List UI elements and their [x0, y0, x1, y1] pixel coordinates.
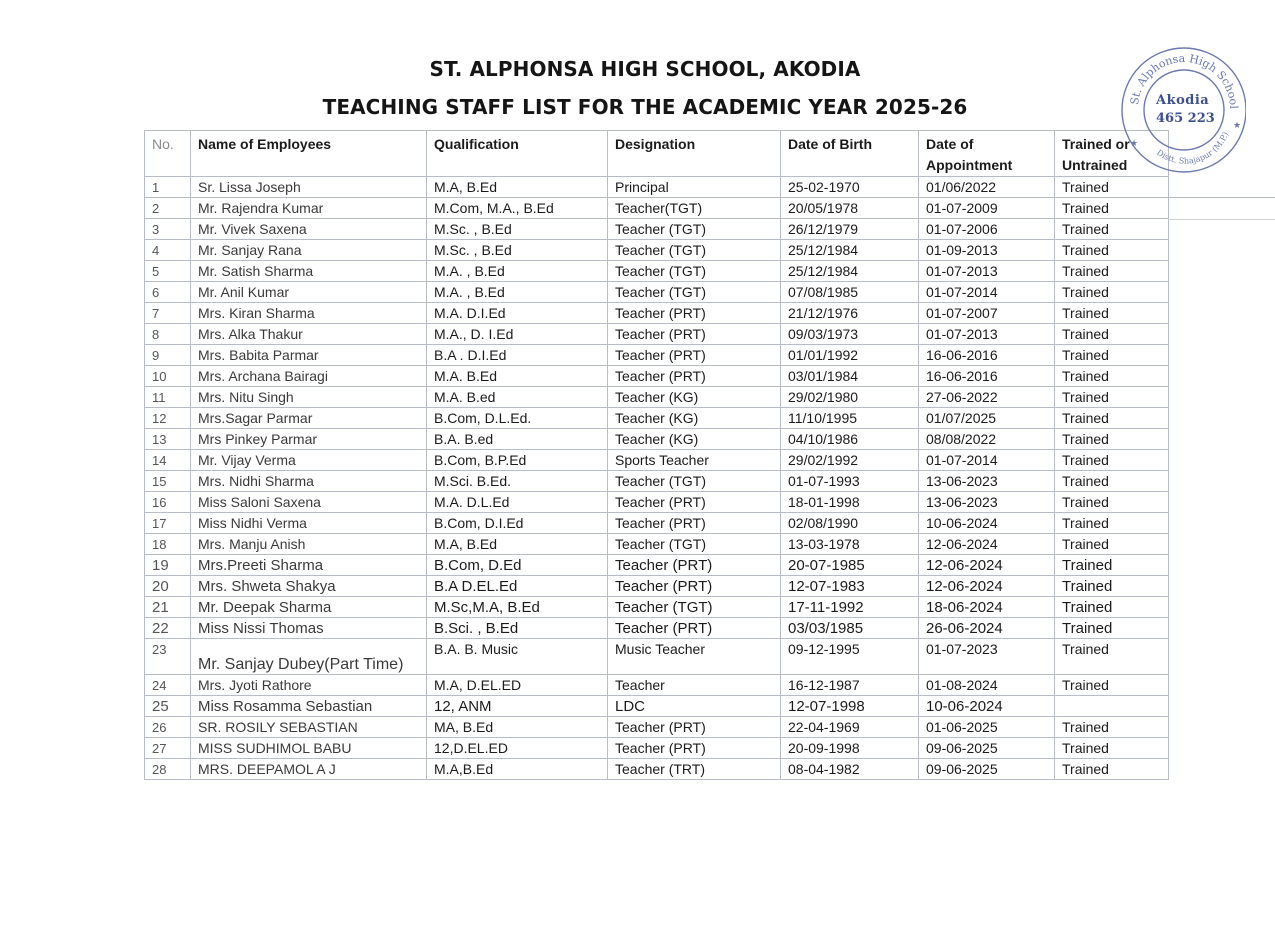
table-row [145, 387, 1169, 408]
cell-qualification: B.A. B. Music [427, 639, 608, 675]
cell-designation: Teacher (TGT) [608, 261, 781, 282]
cell-name: Mr. Satish Sharma [191, 261, 427, 282]
cell-doa: 01-07-2009 [919, 198, 1055, 219]
cell-qualification: M.Sc,M.A, B.Ed [427, 597, 608, 618]
cell-doa: 12-06-2024 [919, 534, 1055, 555]
cell-dob: 29/02/1992 [781, 450, 919, 471]
cell-status: Trained [1055, 261, 1169, 282]
cell-status: Trained [1055, 513, 1169, 534]
cell-status: Trained [1055, 618, 1169, 639]
cell-designation: Teacher (PRT) [608, 303, 781, 324]
cell-name: Mrs. Babita Parmar [191, 345, 427, 366]
cell-status: Trained [1055, 303, 1169, 324]
cell-qualification: M.A, D.EL.ED [427, 675, 608, 696]
cell-dob: 21/12/1976 [781, 303, 919, 324]
cell-doa: 12-06-2024 [919, 555, 1055, 576]
cell-name: Mrs.Preeti Sharma [191, 555, 427, 576]
cell-dob: 04/10/1986 [781, 429, 919, 450]
table-row [145, 408, 1169, 429]
cell-qualification: 12, ANM [427, 696, 608, 717]
cell-name: Miss Saloni Saxena [191, 492, 427, 513]
stray-rule-line [1168, 197, 1275, 198]
cell-dob: 02/08/1990 [781, 513, 919, 534]
cell-qualification: M.A, B.Ed [427, 534, 608, 555]
cell-designation: Teacher (PRT) [608, 345, 781, 366]
cell-designation: Teacher (PRT) [608, 492, 781, 513]
school-seal [1118, 38, 1246, 178]
cell-no: 20 [145, 576, 191, 597]
cell-name: Mr. Sanjay Dubey(Part Time) [191, 639, 427, 675]
table-row [145, 534, 1169, 555]
school-name: ST. ALPHONSA HIGH SCHOOL, AKODIA [429, 57, 861, 81]
cell-qualification: M.A., D. I.Ed [427, 324, 608, 345]
col-header-dob: Date of Birth [781, 131, 919, 177]
cell-designation: Teacher (KG) [608, 387, 781, 408]
cell-dob: 07/08/1985 [781, 282, 919, 303]
cell-qualification: B.Com, B.P.Ed [427, 450, 608, 471]
cell-qualification: B.A D.EL.Ed [427, 576, 608, 597]
cell-dob: 20-09-1998 [781, 738, 919, 759]
cell-name: Mrs. Alka Thakur [191, 324, 427, 345]
cell-dob: 09/03/1973 [781, 324, 919, 345]
cell-qualification: M.Sc. , B.Ed [427, 219, 608, 240]
table-row [145, 759, 1169, 780]
cell-qualification: MA, B.Ed [427, 717, 608, 738]
cell-no: 10 [145, 366, 191, 387]
cell-designation: Teacher (TGT) [608, 240, 781, 261]
cell-designation: Teacher (TGT) [608, 282, 781, 303]
cell-designation: Teacher (PRT) [608, 555, 781, 576]
cell-dob: 25-02-1970 [781, 177, 919, 198]
table-row [145, 675, 1169, 696]
cell-designation: Teacher (TGT) [608, 597, 781, 618]
cell-doa: 10-06-2024 [919, 513, 1055, 534]
cell-no: 28 [145, 759, 191, 780]
cell-dob: 12-07-1998 [781, 696, 919, 717]
cell-no: 1 [145, 177, 191, 198]
cell-dob: 20-07-1985 [781, 555, 919, 576]
cell-designation: Sports Teacher [608, 450, 781, 471]
cell-no: 6 [145, 282, 191, 303]
cell-qualification: M.A. , B.Ed [427, 282, 608, 303]
table-row [145, 738, 1169, 759]
cell-dob: 25/12/1984 [781, 240, 919, 261]
cell-dob: 08-04-1982 [781, 759, 919, 780]
cell-qualification: M.A, B.Ed [427, 177, 608, 198]
table-header-row [145, 131, 1169, 177]
cell-no: 5 [145, 261, 191, 282]
cell-designation: Teacher (KG) [608, 429, 781, 450]
cell-designation: Teacher (PRT) [608, 513, 781, 534]
cell-designation: Teacher (TGT) [608, 534, 781, 555]
cell-doa: 09-06-2025 [919, 759, 1055, 780]
cell-qualification: M.Com, M.A., B.Ed [427, 198, 608, 219]
cell-doa: 13-06-2023 [919, 471, 1055, 492]
cell-name: Sr. Lissa Joseph [191, 177, 427, 198]
cell-status: Trained [1055, 597, 1169, 618]
cell-status: Trained [1055, 492, 1169, 513]
cell-status: Trained [1055, 759, 1169, 780]
cell-no: 14 [145, 450, 191, 471]
cell-qualification: B.Com, D.I.Ed [427, 513, 608, 534]
cell-name: Mrs. Kiran Sharma [191, 303, 427, 324]
cell-status: Trained [1055, 450, 1169, 471]
table-row [145, 555, 1169, 576]
cell-name: Mr. Vijay Verma [191, 450, 427, 471]
cell-name: Mr. Sanjay Rana [191, 240, 427, 261]
cell-doa: 01-09-2013 [919, 240, 1055, 261]
cell-dob: 01/01/1992 [781, 345, 919, 366]
cell-dob: 03/03/1985 [781, 618, 919, 639]
cell-no: 25 [145, 696, 191, 717]
cell-name: MRS. DEEPAMOL A J [191, 759, 427, 780]
cell-doa: 13-06-2023 [919, 492, 1055, 513]
table-row [145, 219, 1169, 240]
cell-name: Miss Rosamma Sebastian [191, 696, 427, 717]
cell-name: Mr. Deepak Sharma [191, 597, 427, 618]
cell-name: Mrs. Jyoti Rathore [191, 675, 427, 696]
cell-doa: 18-06-2024 [919, 597, 1055, 618]
col-header-name: Name of Employees [191, 131, 427, 177]
cell-dob: 20/05/1978 [781, 198, 919, 219]
seal-star-icon: ★ [1233, 120, 1242, 130]
seal-pin: 465 223 [1156, 111, 1215, 126]
table-row [145, 717, 1169, 738]
cell-status [1055, 696, 1169, 717]
cell-doa: 01-07-2013 [919, 324, 1055, 345]
cell-designation: Music Teacher [608, 639, 781, 675]
cell-status: Trained [1055, 675, 1169, 696]
cell-doa: 26-06-2024 [919, 618, 1055, 639]
table-row [145, 429, 1169, 450]
cell-doa: 10-06-2024 [919, 696, 1055, 717]
cell-name: Mr. Vivek Saxena [191, 219, 427, 240]
cell-doa: 12-06-2024 [919, 576, 1055, 597]
cell-no: 27 [145, 738, 191, 759]
cell-qualification: M.A. B.Ed [427, 366, 608, 387]
seal-star-icon: ★ [1130, 138, 1139, 148]
cell-status: Trained [1055, 198, 1169, 219]
cell-qualification: M.A. D.L.Ed [427, 492, 608, 513]
seal-ring-text: St. Alphonsa High School [1128, 51, 1241, 110]
cell-status: Trained [1055, 576, 1169, 597]
table-row [145, 597, 1169, 618]
table-row [145, 471, 1169, 492]
table-row [145, 576, 1169, 597]
cell-designation: Teacher (PRT) [608, 618, 781, 639]
cell-status: Trained [1055, 429, 1169, 450]
cell-qualification: B.A . D.I.Ed [427, 345, 608, 366]
cell-no: 7 [145, 303, 191, 324]
cell-designation: Teacher [608, 675, 781, 696]
cell-status: Trained [1055, 324, 1169, 345]
cell-doa: 01-07-2023 [919, 639, 1055, 675]
cell-no: 22 [145, 618, 191, 639]
cell-designation: Teacher (PRT) [608, 717, 781, 738]
cell-no: 23 [145, 639, 191, 675]
cell-no: 4 [145, 240, 191, 261]
list-title: TEACHING STAFF LIST FOR THE ACADEMIC YEAR 2025-26 [322, 95, 968, 119]
cell-no: 12 [145, 408, 191, 429]
cell-no: 16 [145, 492, 191, 513]
cell-dob: 22-04-1969 [781, 717, 919, 738]
cell-dob: 16-12-1987 [781, 675, 919, 696]
stray-rule-line [1168, 219, 1275, 220]
cell-no: 2 [145, 198, 191, 219]
cell-no: 13 [145, 429, 191, 450]
cell-qualification: M.A. D.I.Ed [427, 303, 608, 324]
cell-no: 9 [145, 345, 191, 366]
cell-no: 3 [145, 219, 191, 240]
cell-status: Trained [1055, 534, 1169, 555]
table-row [145, 618, 1169, 639]
cell-name: SR. ROSILY SEBASTIAN [191, 717, 427, 738]
cell-designation: Teacher (PRT) [608, 576, 781, 597]
cell-doa: 08/08/2022 [919, 429, 1055, 450]
cell-qualification: B.Sci. , B.Ed [427, 618, 608, 639]
cell-doa: 01-07-2014 [919, 450, 1055, 471]
table-row [145, 177, 1169, 198]
cell-status: Trained [1055, 387, 1169, 408]
cell-doa: 01/06/2022 [919, 177, 1055, 198]
col-header-no: No. [145, 131, 191, 177]
table-row [145, 450, 1169, 471]
cell-name: Mr. Anil Kumar [191, 282, 427, 303]
cell-name: Mrs Pinkey Parmar [191, 429, 427, 450]
seal-ring-bottom-text: Distt. Shajapur (M.P.) [1155, 130, 1231, 166]
cell-qualification: M.A. B.ed [427, 387, 608, 408]
cell-name: Mrs.Sagar Parmar [191, 408, 427, 429]
seal-place: Akodia [1156, 93, 1210, 108]
table-row [145, 366, 1169, 387]
cell-dob: 03/01/1984 [781, 366, 919, 387]
cell-designation: Teacher (TGT) [608, 219, 781, 240]
cell-qualification: M.Sc. , B.Ed [427, 240, 608, 261]
cell-doa: 01-07-2006 [919, 219, 1055, 240]
cell-status: Trained [1055, 240, 1169, 261]
cell-status: Trained [1055, 177, 1169, 198]
cell-qualification: M.A,B.Ed [427, 759, 608, 780]
cell-designation: Teacher (PRT) [608, 324, 781, 345]
cell-status: Trained [1055, 471, 1169, 492]
cell-qualification: B.A. B.ed [427, 429, 608, 450]
table-row [145, 324, 1169, 345]
cell-qualification: M.A. , B.Ed [427, 261, 608, 282]
cell-no: 11 [145, 387, 191, 408]
table-row [145, 696, 1169, 717]
cell-no: 26 [145, 717, 191, 738]
cell-no: 8 [145, 324, 191, 345]
cell-dob: 12-07-1983 [781, 576, 919, 597]
cell-status: Trained [1055, 555, 1169, 576]
table-row [145, 303, 1169, 324]
col-header-designation: Designation [608, 131, 781, 177]
cell-dob: 17-11-1992 [781, 597, 919, 618]
cell-no: 15 [145, 471, 191, 492]
cell-designation: Teacher (KG) [608, 408, 781, 429]
table-row [145, 282, 1169, 303]
cell-doa: 01-07-2013 [919, 261, 1055, 282]
cell-doa: 01-07-2007 [919, 303, 1055, 324]
cell-doa: 01-06-2025 [919, 717, 1055, 738]
cell-doa: 01-07-2014 [919, 282, 1055, 303]
cell-doa: 01/07/2025 [919, 408, 1055, 429]
table-row [145, 261, 1169, 282]
cell-qualification: B.Com, D.L.Ed. [427, 408, 608, 429]
cell-dob: 11/10/1995 [781, 408, 919, 429]
cell-designation: Teacher (PRT) [608, 366, 781, 387]
col-header-qualification: Qualification [427, 131, 608, 177]
cell-designation: Principal [608, 177, 781, 198]
cell-doa: 16-06-2016 [919, 345, 1055, 366]
cell-name: Mr. Rajendra Kumar [191, 198, 427, 219]
cell-name: Miss Nidhi Verma [191, 513, 427, 534]
cell-status: Trained [1055, 219, 1169, 240]
cell-qualification: 12,D.EL.ED [427, 738, 608, 759]
cell-dob: 18-01-1998 [781, 492, 919, 513]
cell-dob: 25/12/1984 [781, 261, 919, 282]
cell-name: MISS SUDHIMOL BABU [191, 738, 427, 759]
cell-status: Trained [1055, 366, 1169, 387]
table-row [145, 345, 1169, 366]
cell-dob: 26/12/1979 [781, 219, 919, 240]
cell-status: Trained [1055, 639, 1169, 675]
cell-name: Mrs. Nidhi Sharma [191, 471, 427, 492]
cell-name: Mrs. Shweta Shakya [191, 576, 427, 597]
cell-no: 19 [145, 555, 191, 576]
cell-name: Mrs. Nitu Singh [191, 387, 427, 408]
cell-dob: 01-07-1993 [781, 471, 919, 492]
table-row [145, 240, 1169, 261]
cell-name: Miss Nissi Thomas [191, 618, 427, 639]
cell-doa: 01-08-2024 [919, 675, 1055, 696]
cell-designation: Teacher (PRT) [608, 738, 781, 759]
cell-designation: Teacher(TGT) [608, 198, 781, 219]
cell-qualification: B.Com, D.Ed [427, 555, 608, 576]
cell-designation: LDC [608, 696, 781, 717]
cell-dob: 09-12-1995 [781, 639, 919, 675]
cell-doa: 27-06-2022 [919, 387, 1055, 408]
table-row [145, 492, 1169, 513]
cell-designation: Teacher (TRT) [608, 759, 781, 780]
staff-table [144, 130, 1169, 780]
cell-designation: Teacher (TGT) [608, 471, 781, 492]
col-header-status: Trained or Untrained [1055, 131, 1169, 177]
cell-dob: 29/02/1980 [781, 387, 919, 408]
cell-no: 17 [145, 513, 191, 534]
cell-status: Trained [1055, 282, 1169, 303]
cell-status: Trained [1055, 717, 1169, 738]
table-row [145, 198, 1169, 219]
table-row [145, 639, 1169, 675]
cell-name: Mrs. Archana Bairagi [191, 366, 427, 387]
cell-status: Trained [1055, 345, 1169, 366]
table-row [145, 513, 1169, 534]
cell-dob: 13-03-1978 [781, 534, 919, 555]
cell-no: 24 [145, 675, 191, 696]
col-header-doa: Date of Appointment [919, 131, 1055, 177]
cell-doa: 16-06-2016 [919, 366, 1055, 387]
cell-status: Trained [1055, 738, 1169, 759]
cell-name: Mrs. Manju Anish [191, 534, 427, 555]
cell-no: 21 [145, 597, 191, 618]
cell-status: Trained [1055, 408, 1169, 429]
cell-qualification: M.Sci. B.Ed. [427, 471, 608, 492]
cell-no: 18 [145, 534, 191, 555]
cell-doa: 09-06-2025 [919, 738, 1055, 759]
